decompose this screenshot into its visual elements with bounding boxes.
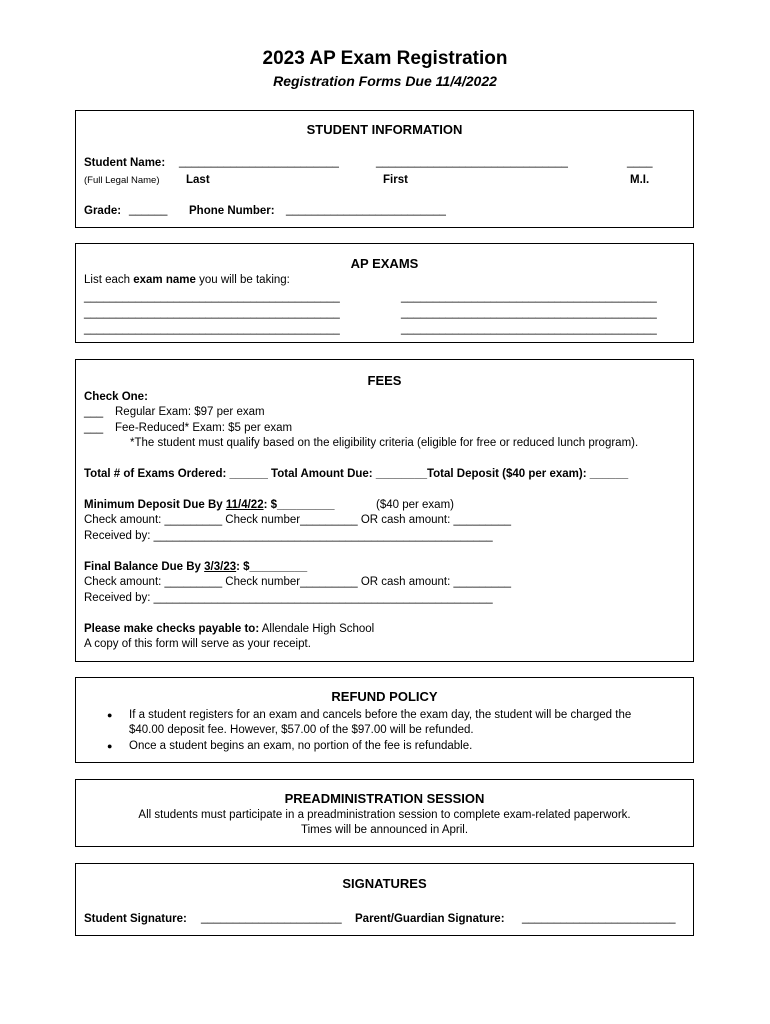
- payable-to-line: Please make checks payable to: Allendale High School: [84, 623, 375, 635]
- student-information-section: [75, 110, 694, 228]
- page-subtitle: Registration Forms Due 11/4/2022: [273, 73, 497, 89]
- preadministration-line-2: Times will be announced in April.: [300, 824, 469, 836]
- ap-exams-instruction: List each exam name you will be taking:: [84, 274, 290, 286]
- signatures-heading: SIGNATURES: [342, 876, 427, 891]
- fee-reduced-exam-label: Fee-Reduced* Exam: $5 per exam: [115, 422, 293, 434]
- final-check-line[interactable]: Check amount: _________ Check number_________ OR cash amount: _________: [84, 576, 512, 588]
- exam-name-field-4[interactable]: ________________________________________: [401, 307, 657, 319]
- preadministration-line-1: All students must participate in a preadministration session to complete exam-related paperwork.: [138, 809, 631, 821]
- exam-name-field-3[interactable]: ________________________________________: [84, 307, 340, 319]
- fees-section: [75, 359, 694, 662]
- last-name-field[interactable]: _________________________: [179, 156, 339, 168]
- last-label: Last: [186, 174, 210, 186]
- ap-exams-section: [75, 243, 694, 343]
- middle-initial-field[interactable]: ____: [627, 156, 653, 168]
- fee-reduced-exam-checkbox[interactable]: ___: [84, 422, 104, 434]
- student-signature-label: Student Signature:: [84, 913, 187, 925]
- refund-policy-section: [75, 677, 694, 763]
- regular-exam-checkbox[interactable]: ___: [84, 406, 104, 418]
- deposit-received-line[interactable]: Received by: _____________________________________________________: [84, 530, 493, 542]
- preadministration-section: [75, 779, 694, 847]
- first-name-field[interactable]: ______________________________: [376, 156, 568, 168]
- exam-name-field-5[interactable]: ________________________________________: [84, 323, 340, 335]
- grade-field[interactable]: ______: [129, 204, 168, 216]
- preadministration-heading: PREADMINISTRATION SESSION: [284, 791, 485, 806]
- bullet-icon: ●: [107, 710, 113, 720]
- student-signature-field[interactable]: ______________________: [201, 912, 342, 924]
- mi-label: M.I.: [630, 174, 650, 186]
- final-received-line[interactable]: Received by: _____________________________________________________: [84, 592, 493, 604]
- refund-policy-heading: REFUND POLICY: [331, 689, 438, 704]
- minimum-deposit-note: ($40 per exam): [376, 499, 454, 511]
- legal-name-note: (Full Legal Name): [84, 175, 160, 186]
- bullet-icon: ●: [107, 741, 113, 751]
- ap-exams-heading: AP EXAMS: [350, 256, 419, 271]
- parent-signature-field[interactable]: ________________________: [522, 912, 676, 924]
- page-title: 2023 AP Exam Registration: [262, 48, 508, 69]
- exam-name-field-2[interactable]: ________________________________________: [401, 291, 657, 303]
- refund-bullet-1-line-2: $40.00 deposit fee. However, $57.00 of the $97.00 will be refunded.: [129, 724, 474, 736]
- minimum-deposit-line: Minimum Deposit Due By 11/4/22: $_________: [84, 499, 335, 511]
- exam-name-field-1[interactable]: ________________________________________: [84, 291, 340, 303]
- first-label: First: [383, 174, 408, 186]
- eligibility-note: *The student must qualify based on the eligibility criteria (eligible for free or reduced lunch program).: [130, 437, 639, 449]
- refund-bullet-2: Once a student begins an exam, no portion of the fee is refundable.: [129, 740, 473, 752]
- signatures-section: [75, 863, 694, 936]
- phone-number-label: Phone Number:: [189, 205, 275, 217]
- totals-line[interactable]: Total # of Exams Ordered: ______ Total Amount Due: ________Total Deposit ($40 per exam): ______: [84, 468, 629, 480]
- fees-heading: FEES: [367, 373, 402, 388]
- refund-bullet-1-line-1: If a student registers for an exam and cancels before the exam day, the student will be charged the: [129, 709, 632, 721]
- deposit-check-line[interactable]: Check amount: _________ Check number_________ OR cash amount: _________: [84, 514, 512, 526]
- exam-name-field-6[interactable]: ________________________________________: [401, 323, 657, 335]
- student-name-label: Student Name:: [84, 157, 166, 169]
- regular-exam-label: Regular Exam: $97 per exam: [115, 406, 265, 418]
- phone-number-field[interactable]: _________________________: [286, 204, 446, 216]
- student-information-heading: STUDENT INFORMATION: [306, 122, 463, 137]
- check-one-label: Check One:: [84, 391, 148, 403]
- grade-label: Grade:: [84, 205, 122, 217]
- parent-signature-label: Parent/Guardian Signature:: [355, 913, 505, 925]
- final-balance-line: Final Balance Due By 3/3/23: $_________: [84, 561, 308, 573]
- receipt-note: A copy of this form will serve as your receipt.: [84, 638, 311, 650]
